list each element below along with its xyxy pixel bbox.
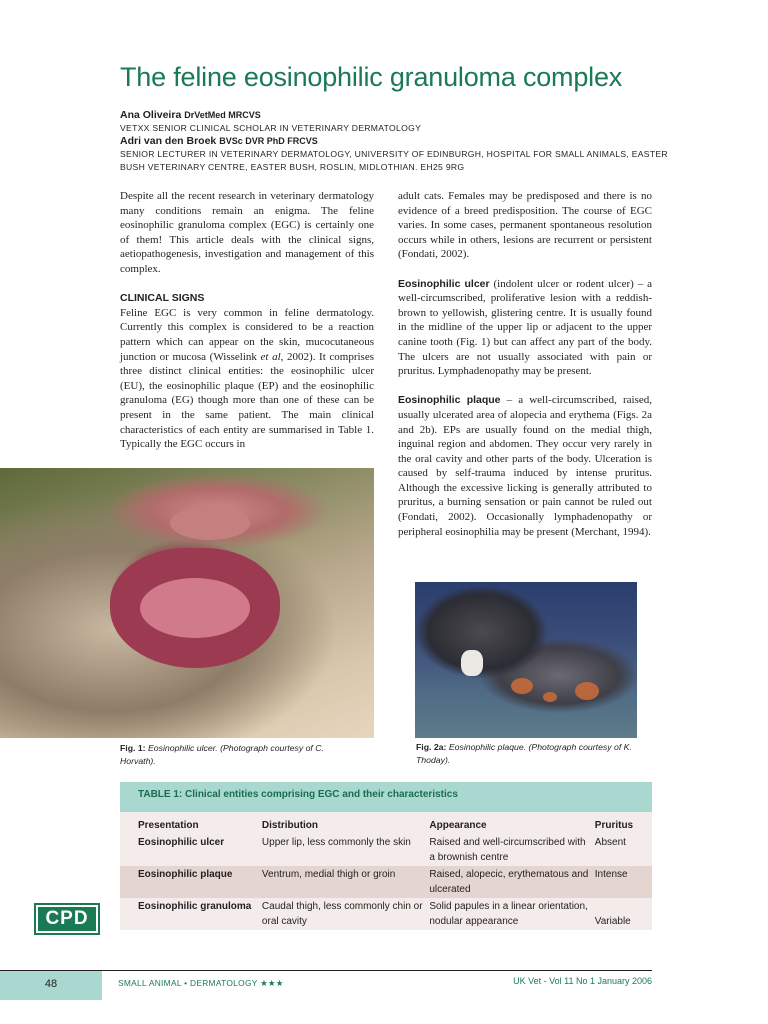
table-header-cell: Pruritus (594, 820, 634, 831)
course-paragraph: adult cats. Females may be predisposed and there is no evidence of a breed predisposition. The course of EGC varies. In some cases, permanent spontaneous resolution occurs while in others, lesions are recurrent or persistent (Fondati, 2002). (398, 190, 652, 261)
cpd-badge: CPD (36, 905, 98, 933)
intro-paragraph: Despite all the recent research in veterinary dermatology many conditions remain an enigma. The feline eosinophilic granuloma complex (EGC) is certainly one of them! This article deals with the clinical signs, aetiopathogenesis, investigation and management of this complex. (120, 190, 374, 275)
table-title: TABLE 1: Clinical entities comprising EGC and their characteristics (120, 782, 652, 812)
table-cell: Raised and well-circumscribed with a brownish centre (429, 837, 586, 863)
table-row (120, 866, 652, 898)
footer-journal-info: UK Vet - Vol 11 No 1 January 2006 (513, 976, 652, 986)
figure-1-photo (0, 468, 374, 738)
lesion-patch (543, 692, 557, 702)
table-cell: Absent (594, 837, 626, 848)
table-cell: Intense (594, 869, 628, 880)
table-cell: Eosinophilic granuloma (138, 901, 252, 912)
egc-table (120, 812, 652, 930)
column-left (120, 189, 374, 466)
cat-lesion-shape (140, 578, 250, 638)
article-title: The feline eosinophilic granuloma complex (120, 62, 623, 92)
table-cell: Variable (594, 916, 631, 927)
figure-2a-photo (415, 582, 637, 738)
table-cell: Ventrum, medial thigh or groin (261, 869, 396, 880)
plaque-paragraph: Eosinophilic plaque – a well-circumscribed, raised, usually ulcerated area of alopecia and erythema (Figs. 2a and 2b). EPs are usually found on the medial thigh, inguinal region and abdomen. They occur very rarely in the oral cavity and other parts of the body. Ulceration is caused by self-trauma induced by intense pruritus. Although the excessive licking is generally attributed to pruritus, a burning sensation or pain cannot be ruled out (Fondati, 2002). Occasionally lymphadenopathy or peripheral eosinophilia may be present (Merchant, 1994). (398, 394, 652, 538)
page-number: 48 (0, 971, 102, 1000)
column-right (398, 189, 652, 554)
figure-1-caption: Fig. 1: Eosinophilic ulcer. (Photograph courtesy of C. Horvath). (120, 743, 324, 766)
table-cell: Eosinophilic ulcer (138, 837, 225, 848)
lesion-patch (575, 682, 599, 700)
table-header-cell: Presentation (138, 820, 199, 831)
table-header-cell: Distribution (261, 820, 319, 831)
table-cell: Upper lip, less commonly the skin (261, 837, 411, 848)
author-1-affiliation: VETXX SENIOR CLINICAL SCHOLAR IN VETERINARY DERMATOLOGY (120, 123, 422, 133)
author-2-affiliation: SENIOR LECTURER IN VETERINARY DERMATOLOGY, UNIVERSITY OF EDINBURGH, HOSPITAL FOR SMALL ANIMALS, EASTER BUSH VETERINARY CENTRE, EASTER BUSH, ROSLIN, MIDLOTHIAN. EH25 9RG (120, 149, 668, 172)
table-cell: Eosinophilic plaque (138, 869, 233, 880)
cat-nose-shape (170, 506, 250, 540)
figure-2a-caption: Fig. 2a: Eosinophilic plaque. (Photograph courtesy of K. Thoday). (416, 742, 632, 765)
table-row (120, 898, 652, 930)
cat-chest-patch (461, 650, 483, 676)
table-cell: Caudal thigh, less commonly chin or oral cavity (261, 901, 423, 927)
author-block (120, 109, 680, 174)
table-header-cell: Appearance (429, 820, 487, 831)
section-heading-clinical-signs: CLINICAL SIGNS (120, 292, 205, 305)
table-row (120, 834, 652, 866)
footer-section-label: SMALL ANIMAL • DERMATOLOGY ★★★ (118, 978, 284, 988)
author-1-name: Ana Oliveira DrVetMed MRCVS (120, 109, 261, 121)
table-header-row (120, 812, 652, 834)
table-cell: Solid papules in a linear orientation, nodular appearance (429, 901, 588, 927)
clinical-signs-paragraph: Feline EGC is very common in feline dermatology. Currently this complex is considered to be a reaction pattern which can appear on the skin, mucocutaneous junction or mucosa (Wisselink et al, 2002). It comprises three distinct clinical entities: the eosinophilic ulcer (EU), the eosinophilic plaque (EP) and the eosinophilic granuloma (EG) though more than one of these can be present in the same patient. The main clinical characteristics of each entity are summarised in Table 1. Typically the EGC occurs in (120, 306, 375, 451)
lesion-patch (511, 678, 533, 694)
table-cell: Raised, alopecic, erythematous and ulcerated (429, 869, 589, 895)
author-2-name: Adri van den Broek BVSc DVR PhD FRCVS (120, 135, 318, 147)
ulcer-paragraph: Eosinophilic ulcer (indolent ulcer or rodent ulcer) – a well-circumscribed, proliferative lesion with a reddish-brown to yellowish, glistering centre. It is usually found in the midline of the upper lip or adjacent to the upper canine tooth (Fig. 1) but can affect any part of the body. The ulcers are not usually associated with pain or pruritus. Lymphadenopathy may be present. (398, 277, 652, 378)
